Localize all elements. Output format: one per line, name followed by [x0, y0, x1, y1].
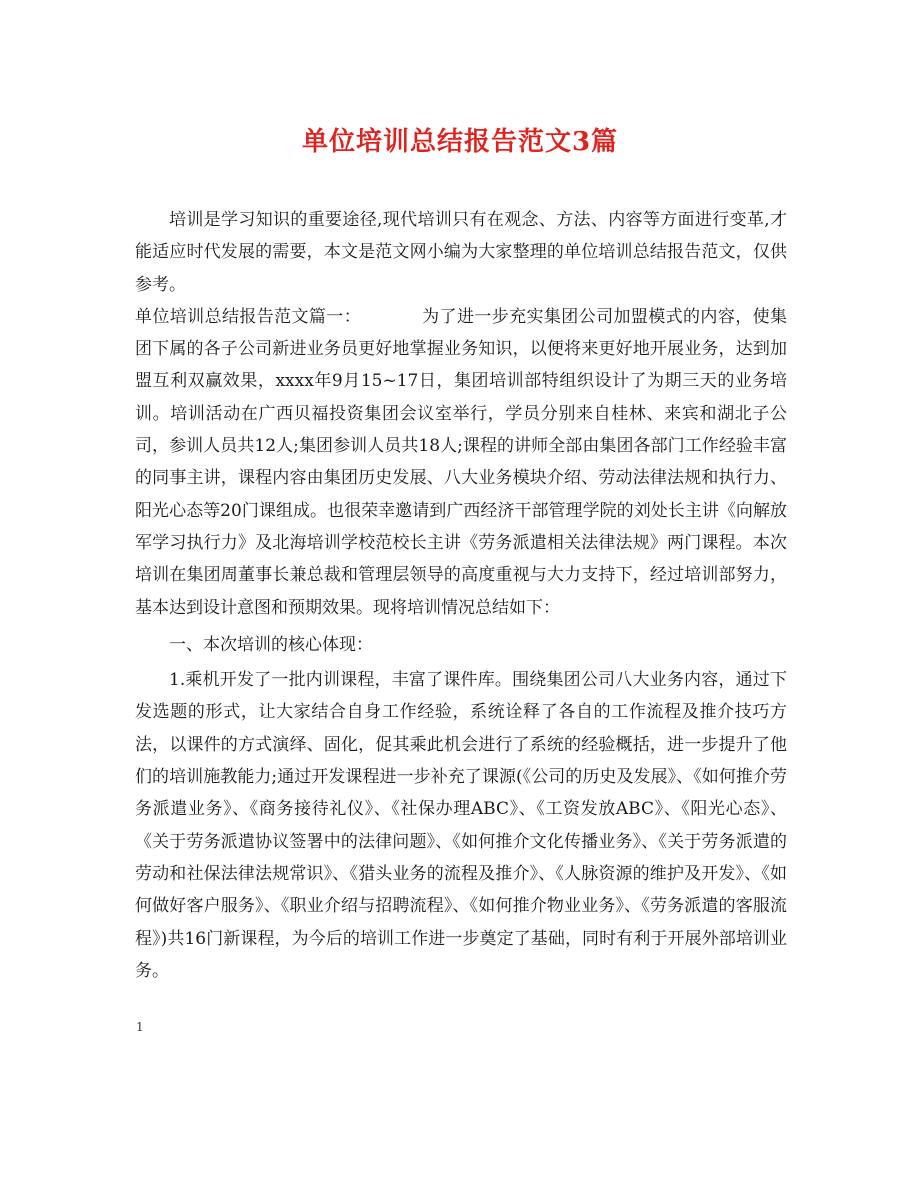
intro-paragraph: 培训是学习知识的重要途径,现代培训只有在观念、方法、内容等方面进行变革,才能适应时代发展的需要，本文是范文网小编为大家整理的单位培训总结报告范文，仅供参考。: [135, 210, 787, 295]
document-body: [135, 204, 787, 987]
document-title: 单位培训总结报告范文3篇: [301, 127, 619, 157]
page-number: 1: [136, 1020, 144, 1034]
article-one-paragraph: 单位培训总结报告范文篇一： 为了进一步充实集团公司加盟模式的内容，使集团下属的各子公司新进业务员更好地掌握业务知识，以便将来更好地开展业务，达到加盟互利双赢效果，xxxx年9月15~17日，集团培训部特组织设计了为期三天的业务培训。培训活动在广西贝福投资集团会议室举行，学员分别来自桂林、来宾和湖北子公司，参训人员共12人;集团参训人员共18人;课程的讲师全部由集团各部门工作经验丰富的同事主讲，课程内容由集团历史发展、八大业务模块介绍、劳动法律法规和执行力、阳光心态等20门课组成。也很荣幸邀请到广西经济干部管理学院的刘处长主讲《向解放军学习执行力》及北海培训学校范校长主讲《劳务派遣相关法律法规》两门课程。本次培训在集团周董事长兼总裁和管理层领导的高度重视与大力支持下，经过培训部努力，基本达到设计意图和预期效果。现将培训情况总结如下：: [135, 306, 787, 618]
point-one-paragraph: 1.乘机开发了一批内训课程，丰富了课件库。围绕集团公司八大业务内容，通过下发选题的形式，让大家结合自身工作经验，系统诠释了各自的工作流程及推介技巧方法，以课件的方式演绎、固化，促其乘此机会进行了系统的经验概括，进一步提升了他们的培训施教能力;通过开发课程进一步补充了课源(《公司的历史及发展》、《如何推介劳务派遣业务》、《商务接待礼仪》、《社保办理ABC》、《工资发放ABC》、《阳光心态》、《关于劳务派遣协议签署中的法律问题》、《如何推介文化传播业务》、《关于劳务派遣的劳动和社保法律法规常识》、《猎头业务的流程及推介》、《人脉资源的维护及开发》、《如何做好客户服务》、《职业介绍与招聘流程》、《如何推介物业业务》、《劳务派遣的客服流程》)共16门新课程，为今后的培训工作进一步奠定了基础，同时有利于开展外部培训业务。: [135, 670, 787, 981]
section-heading: 一、本次培训的核心体现：: [169, 634, 373, 655]
